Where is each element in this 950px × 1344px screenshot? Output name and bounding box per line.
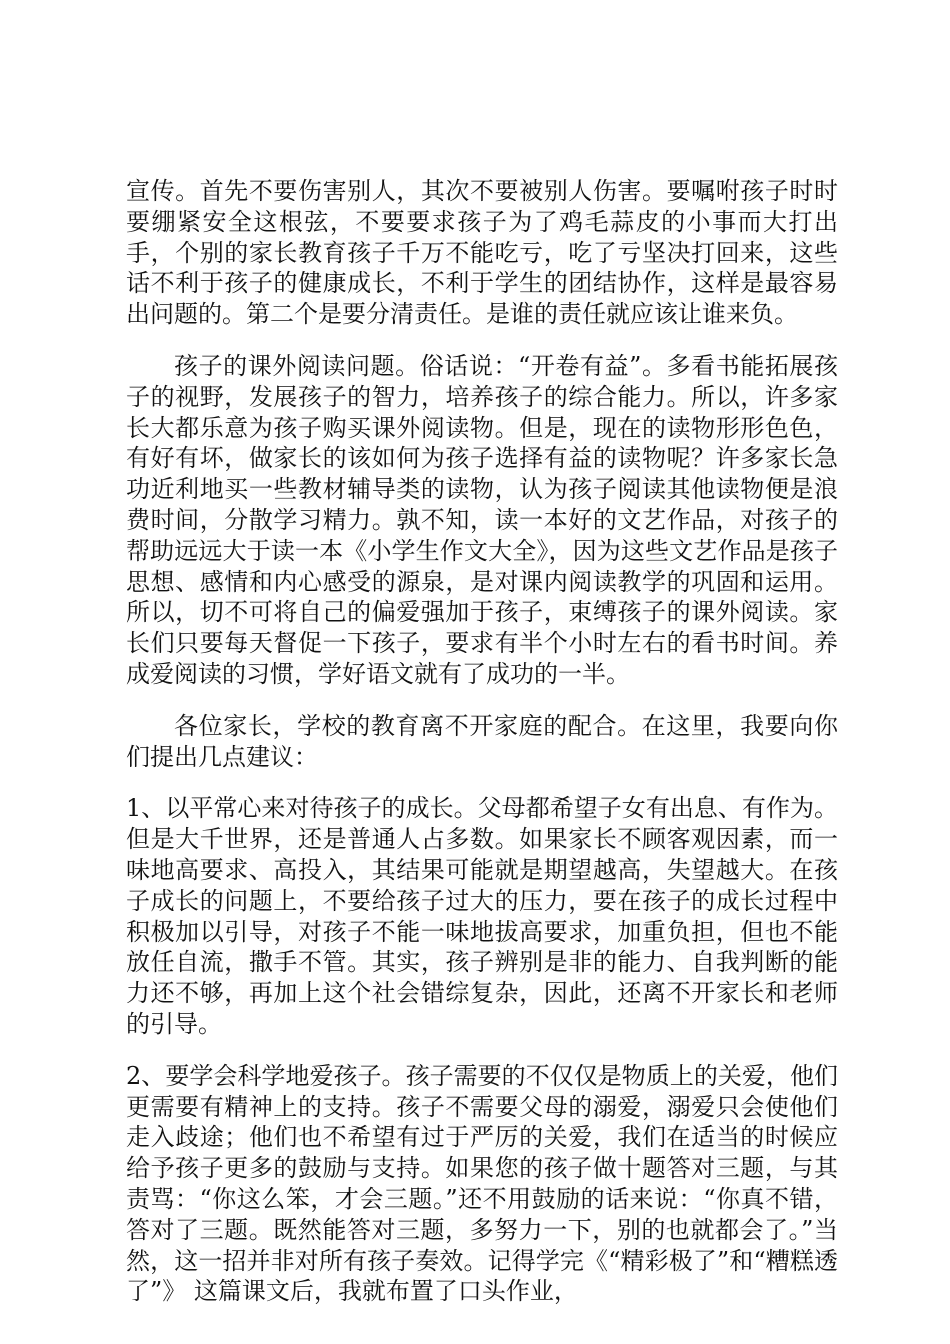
paragraph-suggestion-2: 2、要学会科学地爱孩子。孩子需要的不仅仅是物质上的关爱，他们更需要有精神上的支持。孩子不需要父母的溺爱，溺爱只会使他们走入歧途；他们也不希望有过于严厉的关爱，我们在适当的时候应给予孩子更多的鼓励与支持。如果您的孩子做十题答对三题，与其责骂：“你这么笨，才会三题。”还不用鼓励的话来说：“你真不错，答对了三题。既然能答对三题，多努力一下，别的也就都会了。”当然，这一招并非对所有孩子奏效。记得学完《“精彩极了”和“糟糕透了”》 这篇课文后，我就布置了口头作业， [126,1061,838,1306]
paragraph-suggestions-intro: 各位家长，学校的教育离不开家庭的配合。在这里，我要向你们提出几点建议： [126,711,838,771]
paragraph-suggestion-1: 1、以平常心来对待孩子的成长。父母都希望子女有出息、有作为。但是大千世界，还是普通人占多数。如果家长不顾客观因素，而一味地高要求、高投入，其结果可能就是期望越高，失望越大。在孩子成长的问题上，不要给孩子过大的压力，要在孩子的成长过程中积极加以引导，对孩子不能一味地拔高要求，加重负担，但也不能放任自流，撒手不管。其实，孩子辨别是非的能力、自我判断的能力还不够，再加上这个社会错综复杂，因此，还离不开家长和老师的引导。 [126,794,838,1038]
paragraph-extracurricular-reading: 孩子的课外阅读问题。俗话说：“开卷有益”。多看书能拓展孩子的视野，发展孩子的智力，培养孩子的综合能力。所以，许多家长大都乐意为孩子购买课外阅读物。但是，现在的读物形形色色，有好有坏，做家长的该如何为孩子选择有益的读物呢？许多家长急功近利地买一些教材辅导类的读物，认为孩子阅读其他读物便是浪费时间，分散学习精力。孰不知，读一本好的文艺作品，对孩子的帮助远远大于读一本《小学生作文大全》，因为这些文艺作品是孩子思想、感情和内心感受的源泉，是对课内阅读教学的巩固和运用。所以，切不可将自己的偏爱强加于孩子，束缚孩子的课外阅读。家长们只要每天督促一下孩子，要求有半个小时左右的看书时间。养成爱阅读的习惯，学好语文就有了成功的一半。 [126,351,838,688]
paragraph-safety-responsibility: 宣传。首先不要伤害别人，其次不要被别人伤害。要嘱咐孩子时时要绷紧安全这根弦，不要要求孩子为了鸡毛蒜皮的小事而大打出手，个别的家长教育孩子千万不能吃亏，吃了亏坚决打回来，这些话不利于孩子的健康成长，不利于学生的团结协作，这样是最容易出问题的。第二个是要分清责任。是谁的责任就应该让谁来负。 [126,177,838,329]
document-body [126,176,838,1307]
